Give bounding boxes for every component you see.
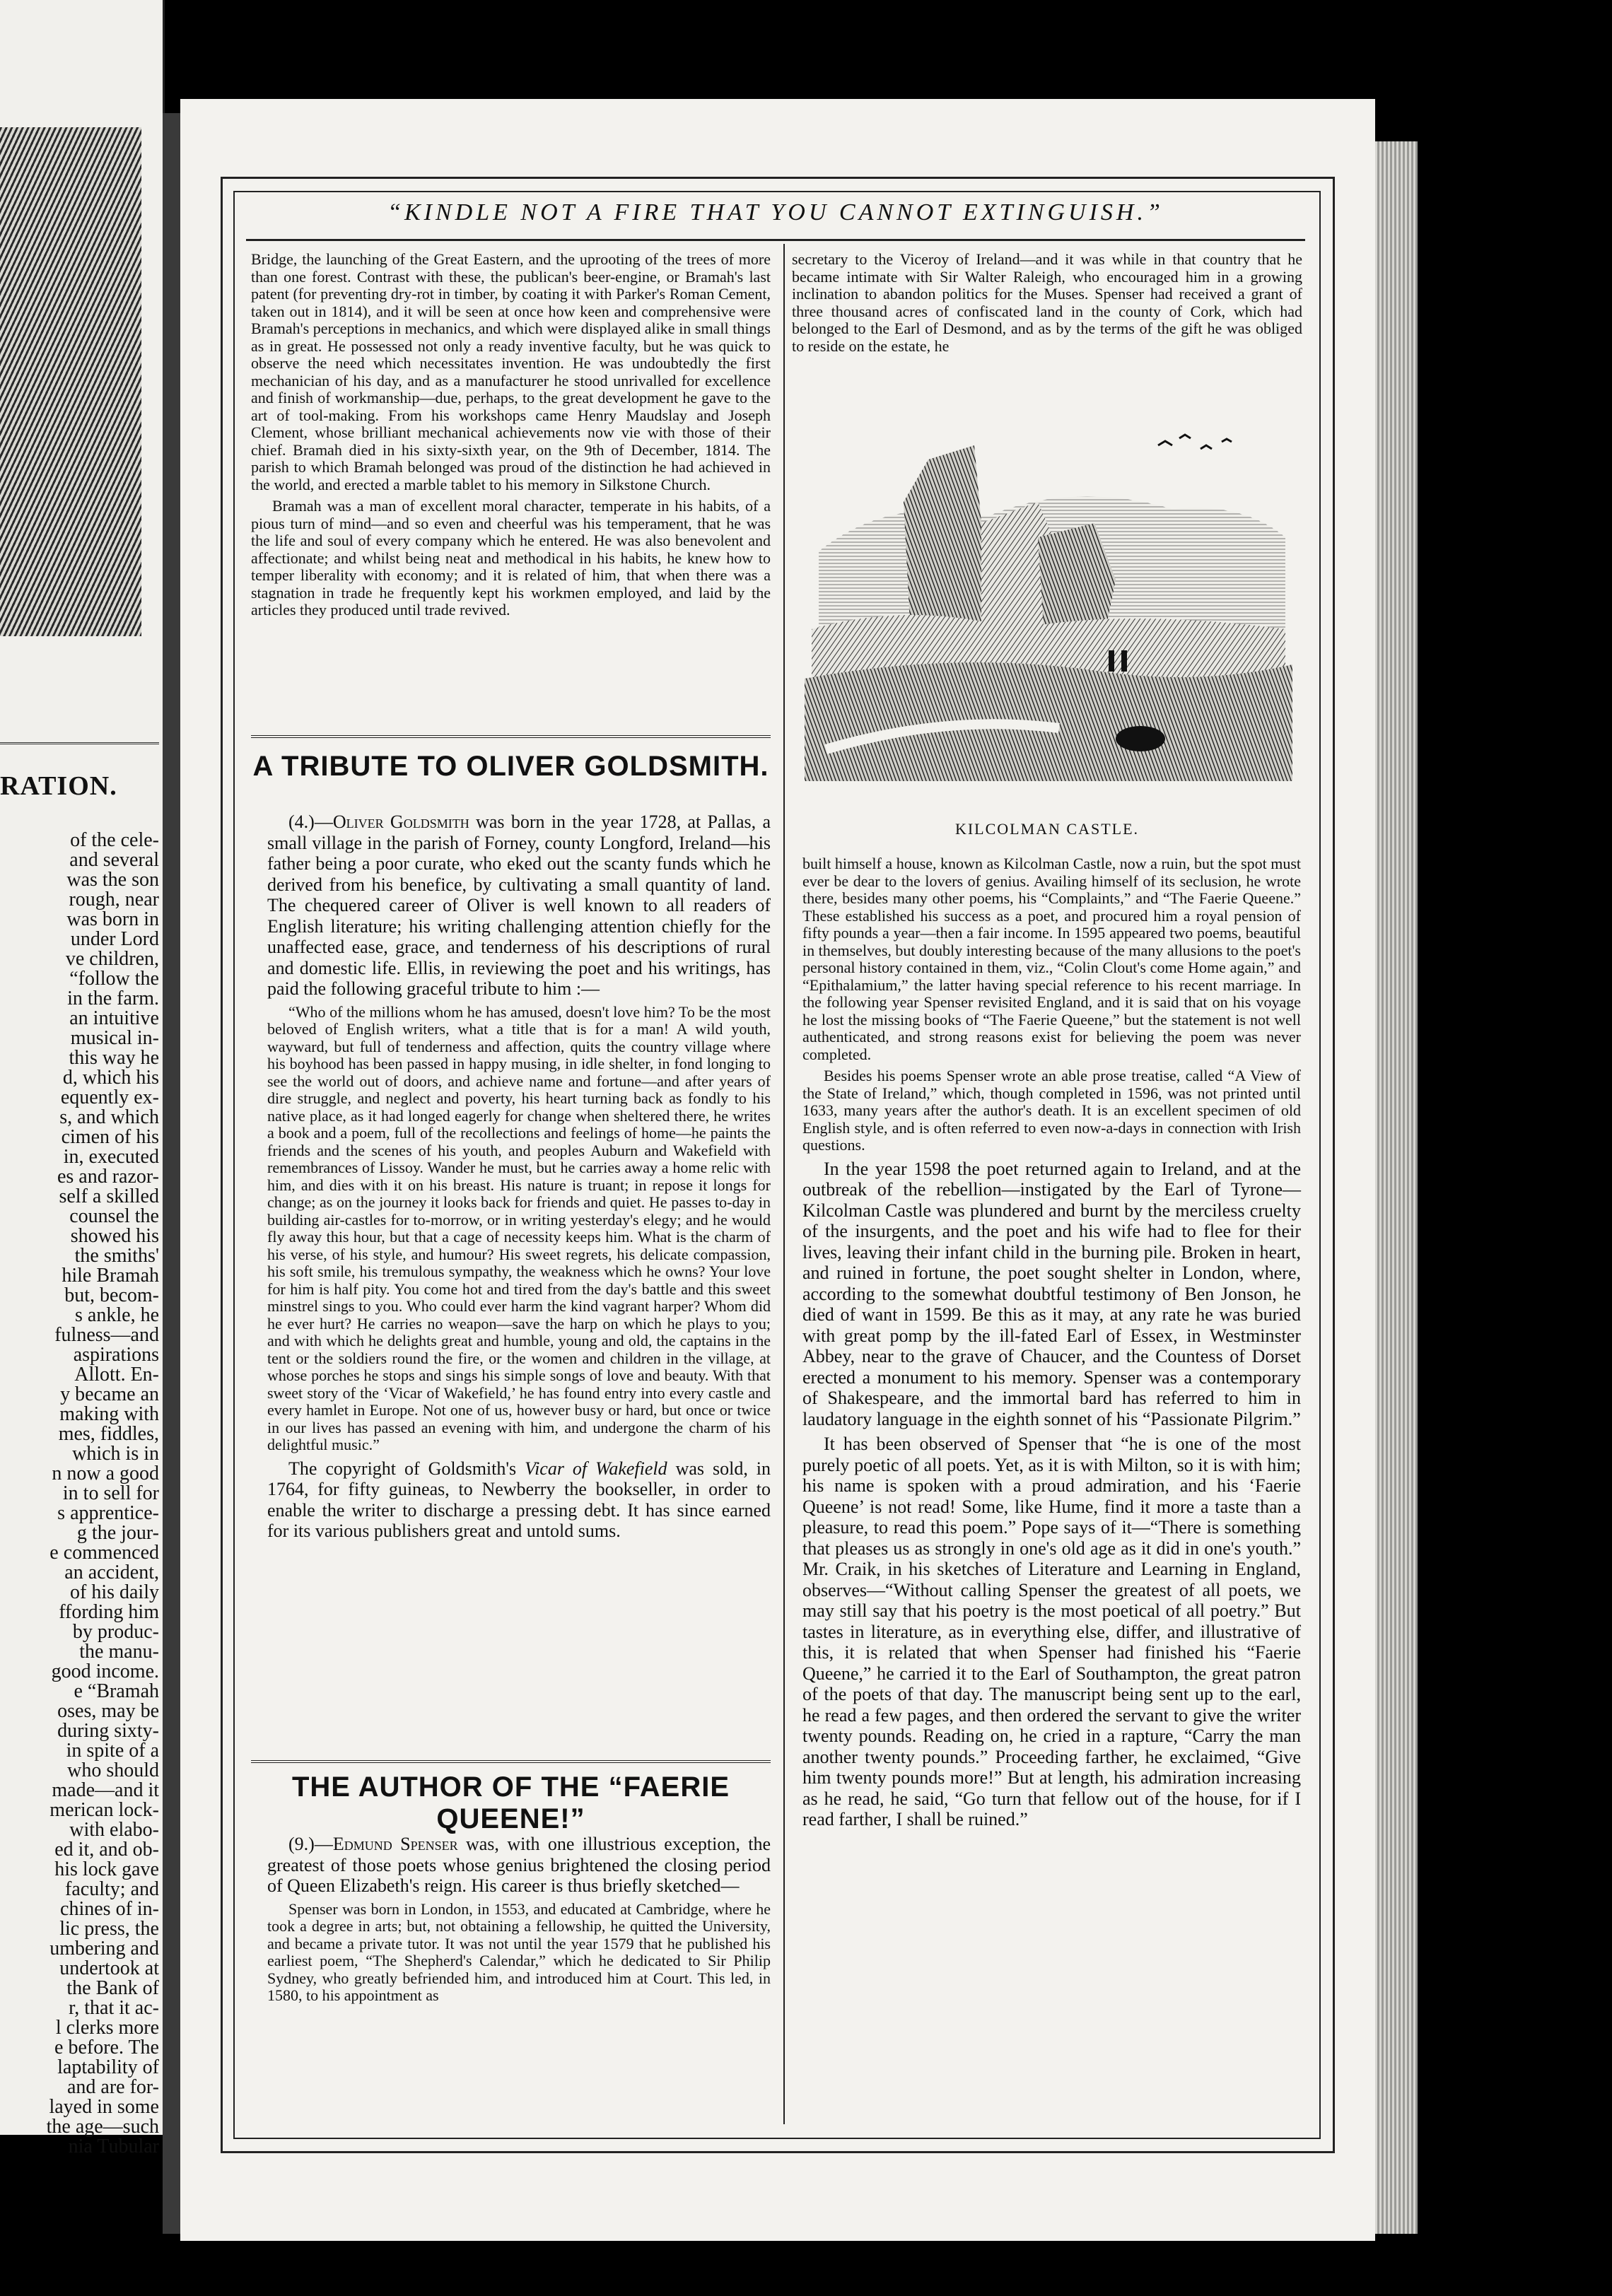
goldsmith-heading: A TRIBUTE TO OLIVER GOLDSMITH. (252, 751, 769, 782)
image-caption: KILCOLMAN CASTLE. (954, 820, 1140, 838)
left-column-line: and several (69, 850, 159, 870)
goldsmith-copyright-text-end: was sold, in 1764, for fifty guineas, to Newberry the bookseller, in order to enable the writer to discharge a pressing debt. It has since earned for its various publishers great and untold sums. (267, 1458, 771, 1541)
left-column-line: during sixty- (57, 1721, 159, 1741)
left-column-line: was the son (66, 870, 159, 890)
left-column-line: hile Bramah (62, 1266, 159, 1286)
page-edge (1375, 141, 1418, 2234)
left-column-line: y became an (60, 1385, 159, 1405)
left-page-fragment (0, 0, 165, 2157)
left-column-text: of the cele- and several was the son rough, near was born in under Lord ve children, “follow the in the farm. an intuitive musical in- this way he d, which his equently ex- s, and which cimen of his in, executed es and razor- self a skilled counsel the showed his the smiths' hile Bramah but, becom- s ankle, he fulness—and aspirations Allott. En- y became an making with mes, fiddles, which is in n now a good in to sell for s apprentice- g the jour- e commenced an accident, of his daily ffording him by produc- the manu- good income. e “Bramah oses, may be during sixty- in spite of a who should made—and it merican lock- with elabo- ed it, and ob- his lock gave faculty; and chines of in- lic press, the umbering and undertook at the Bank of r, that it ac- l clerks more e before. The laptability of and are for- layed in some the age—such nia Tubular (0, 831, 159, 2135)
left-column-line: who should (67, 1761, 159, 1781)
left-column-line: and are for- (66, 2078, 159, 2097)
left-column-line: fulness—and (54, 1325, 159, 1345)
left-column-line: layed in some (49, 2097, 159, 2117)
left-column-line: ve children, (65, 949, 159, 969)
article-subject-name: Oliver Goldsmith (332, 812, 469, 832)
page-gutter (163, 113, 182, 2234)
left-column-line: in, executed (63, 1147, 159, 1167)
goldsmith-paragraph-1 (267, 812, 771, 1000)
left-column-line: counsel the (69, 1207, 159, 1226)
left-column-line: n now a good (52, 1464, 159, 1484)
section-rule (251, 1760, 771, 1763)
article-subject-name: Edmund Spenser (332, 1834, 458, 1854)
left-column-line: of his daily (70, 1583, 159, 1603)
left-column-line: this way he (69, 1048, 159, 1068)
left-column-line: was born in (66, 910, 159, 930)
left-column-line: good income. (51, 1662, 159, 1682)
spenser-article-continued (802, 855, 1301, 1834)
column-rule (783, 244, 785, 2124)
article-number: (4.)— (288, 812, 333, 832)
left-column-line: e before. The (54, 2038, 159, 2058)
left-column-line: e “Bramah (74, 1682, 159, 1702)
section-rule (0, 742, 159, 744)
left-column-line: but, becom- (64, 1286, 159, 1306)
header-rule (246, 239, 1305, 241)
left-column-line: undertook at (59, 1959, 159, 1979)
section-rule (251, 735, 771, 738)
goldsmith-copyright-text: The copyright of Goldsmith's (288, 1458, 525, 1479)
left-column-line: in the farm. (67, 989, 159, 1009)
spenser-article (267, 1834, 771, 2009)
left-column-line: ed it, and ob- (54, 1840, 159, 1860)
left-column-line: under Lord (70, 930, 159, 949)
left-column-line: l clerks more (55, 2018, 159, 2038)
goldsmith-quote: “Who of the millions whom he has amused, doesn't love him? To be the most beloved of English writers, what a title that is for a man! A wild youth, wayward, but full of tenderness and affection, quits the country village where his boyhood has been passed in happy musing, in idle shelter, in fond longing to see the world out of doors, and achieve name and fortune—and after years of dire struggle, and neglect and poverty, his heart turning back as fondly to his native place, as it had longed eagerly for change when sheltered there, he writes a book and a poem, full of the recollections and feelings of home—he paints the friends and the scenes of his youth, and peoples Auburn and Wakefield with remembrances of Lissoy. Wander he must, but he carries away a home relic with him, and dies with it on his breast. His nature is truant; in repose it longs for change; as on the journey it looks back for friends and quiet. He passes to-day in building air-castles for to-morrow, or in writing yesterday's elegy; and he would fly away this hour, but that a cage of necessity keeps him. What is the charm of his verse, of his style, and humour? His sweet regrets, his delicate compassion, his soft smile, his tremulous sympathy, the weakness which he owns? Your love for him is half pity. You come hot and tired from the day's battle and this sweet minstrel sings to you. Who could ever harm the kind vagrant harper? Whom did he ever hurt? He carries no weapon—save the harp on which he plays to you; and with which he delights great and humble, young and old, the captains in the tent or the soldiers round the fire, or the women and children in the village, at whose porches he stops and sings his simple songs of love and beauty. With that sweet story of the ‘Vicar of Wakefield,’ he has found entry into every castle and every hamlet in Europe. Not one of us, however busy or hard, but once or twice in our lives has passed an evening with him, and undergone the charm of his delightful music.” (267, 1002, 771, 1453)
spenser-intro-text: was, with one illustrious exception, the greatest of those poets whose genius brightened the closing period of Queen Elizabeth's reign. His career is thus briefly sketched— (267, 1834, 771, 1896)
page-motto: “KINDLE NOT A FIRE THAT YOU CANNOT EXTINGUISH.” (387, 199, 1164, 226)
left-column-line: in to sell for (62, 1484, 159, 1504)
spenser-paragraph-1 (267, 1834, 771, 1897)
left-column-line: s ankle, he (75, 1306, 159, 1325)
left-column-line: his lock gave (54, 1860, 159, 1880)
left-column-line: lic press, the (59, 1919, 159, 1939)
left-column-line: an accident, (64, 1563, 159, 1583)
spenser-continuation (792, 251, 1302, 359)
left-section-heading: RATION. (0, 771, 117, 801)
left-column-line: oses, may be (57, 1702, 159, 1721)
bramah-paragraph-2: Bramah was a man of excellent moral character, temperate in his habits, of a pious turn of mind—and so even and cheerful was his temperament, that he was the life and soul of every company which he entered. He was also benevolent and affectionate; and whilst being neat and methodical in his habits, he knew how to temper liberality with economy; and it is related of him, that when there was a stagnation in trade he frequently kept his workmen employed, and laid by the articles they produced until trade revived. (251, 497, 771, 619)
left-column-line: faculty; and (65, 1880, 159, 1899)
left-column-line: rough, near (69, 890, 159, 910)
spenser-paragraph-6: It has been observed of Spenser that “he is one of the most purely poetic of all poets. Yet, as it is with Milton, so it is with him; his name is spoken with a proud admiration, and his ‘Faerie Queene’ is not read! Some, like Hume, find it more a taste than a pleasure, to read this poem.” Pope says of it—“There is something that pleases us as strongly in one's old age as it did in one's youth.” Mr. Craik, in his sketches of Literature and Learning in England, observes—“Without calling Spenser the greatest of all poets, we may still say that his poetry is the most poetical of all poetry.” But tastes in literature, as in everything else, differ, and illustrative of this, it is related that when Spenser had finished his “Faerie Queene,” he carried it to the Earl of Southampton, the great patron of the poets of that day. The manuscript being sent up to the earl, he read a few pages, and then ordered the servant to give the writer twenty pounds. Reading on, he cried in a rapture, “Carry the man another twenty pounds.” Proceeding farther, he exclaimed, “Give him twenty pounds more!” But at length, his admiration increasing as he read, he said, “Go turn that fellow out of the house, for if I read farther, I shall be ruined.” (802, 1434, 1301, 1829)
spenser-paragraph-4: Besides his poems Spenser wrote an able prose treatise, called “A View of the State of Ireland,” which, though completed in 1596, was not printed until 1633, many years after the author's death. It is an excellent specimen of old English style, and is often referred to even now-a-days in connection with Irish questions. (802, 1067, 1301, 1154)
left-column-line: s, and which (59, 1108, 159, 1128)
spenser-paragraph-3: built himself a house, known as Kilcolman Castle, now a ruin, but the spot must ever be dear to the lovers of genius. Availing himself of its seclusion, he wrote there, besides many other poems, his “Complaints,” and “The Faerie Queene.” These established his success as a poet, and procured him a royal pension of fifty pounds a year—then a fair income. In 1595 appeared two poems, beautiful in themselves, but doubly interesting because of the many allusions to the poet's personal history contained in them, viz., “Colin Clout's come Home again,” and “Epithalamium,” the latter having special reference to his recent marriage. In the following year Spenser revisited England, and it is said that on his voyage he lost the missing books of “The Faerie Queene,” but the statement is not well authenticated, and strong reasons exist for believing the poem was never completed. (802, 855, 1301, 1063)
left-column-line: e commenced (49, 1543, 159, 1563)
left-column-line: which is in (72, 1444, 159, 1464)
left-column-line: the smiths' (74, 1246, 159, 1266)
vicar-of-wakefield-title: Vicar of Wakefield (525, 1458, 667, 1479)
left-column-line: laptability of (57, 2058, 159, 2078)
goldsmith-article (267, 812, 771, 1546)
left-column-line: cimen of his (61, 1128, 159, 1147)
left-column-line: mes, fiddles, (58, 1424, 159, 1444)
left-column-line: self a skilled (59, 1187, 159, 1207)
left-column-line: the age—such (46, 2117, 159, 2137)
left-column-line: r, that it ac- (69, 1998, 159, 2018)
kilcolman-castle-engraving (805, 417, 1292, 781)
left-column-line: showed his (70, 1226, 159, 1246)
left-column-line: of the cele- (70, 831, 159, 850)
left-column-line: chines of in- (60, 1899, 159, 1919)
left-column-line: d, which his (62, 1068, 159, 1088)
left-column-line: g the jour- (76, 1523, 159, 1543)
left-column-line: ffording him (59, 1603, 159, 1622)
spenser-paragraph-2: Spenser was born in London, in 1553, and educated at Cambridge, where he took a degree in arts; but, not obtaining a fellowship, he quitted the University, and became a private tutor. It was not until the year 1579 that he published his earliest poem, “The Shepherd's Calendar,” which he dedicated to Sir Philip Sydney, who greatly befriended him, and introduced him at Court. This led, in 1580, to his appointment as (267, 1899, 771, 2004)
bramah-article (251, 251, 771, 623)
left-column-line: umbering and (49, 1939, 159, 1959)
left-column-line: in spite of a (66, 1741, 159, 1761)
bramah-paragraph-1: Bridge, the launching of the Great Eastern, and the uprooting of the trees of more than one forest. Contrast with these, the publican's beer-engine, or Bramah's last patent (for preventing dry-rot in timber, by coating it with Parker's Roman Cement, taken out in 1814), and it will be seen at once how keen and comprehensive were Bramah's perceptions in mechanics, and which were displayed alike in small things as in great. He possessed not only a ready inventive faculty, but he was quick to observe the need which necessitates invention. He was undoubtedly the first mechanician of his day, and as a manufacturer he stood unrivalled for excellence and finish of workmanship—due, perhaps, to the great development he gave to the art of tool-making. From his workshops came Henry Maudslay and Joseph Clement, whose brilliant mechanical achievements now vie with those of their chief. Bramah died in his sixty-sixth year, on the 9th of December, 1814. The parish to which Bramah belonged was proud of the distinction he had achieved in the world, and erected a marble tablet to his memory in Silkstone Church. (251, 250, 771, 493)
left-column-line: s apprentice- (57, 1504, 159, 1523)
left-column-line: made—and it (52, 1781, 159, 1800)
engraving-fragment (0, 127, 141, 636)
spenser-heading: THE AUTHOR OF THE “FAERIE QUEENE!” (291, 1771, 730, 1834)
left-column-line: an intuitive (69, 1009, 159, 1029)
left-column-line: musical in- (70, 1029, 159, 1048)
left-column-line: the Bank of (66, 1979, 159, 1998)
left-column-line: merican lock- (49, 1800, 159, 1820)
left-column-line: by produc- (72, 1622, 159, 1642)
article-number: (9.)— (288, 1834, 333, 1854)
left-column-line: equently ex- (60, 1088, 159, 1108)
left-column-line: aspirations (73, 1345, 159, 1365)
goldsmith-paragraph-2 (267, 1458, 771, 1542)
left-column-line: with elabo- (69, 1820, 159, 1840)
left-column-line: making with (59, 1405, 159, 1424)
left-column-line: the manu- (79, 1642, 159, 1662)
spenser-paragraph-continued: secretary to the Viceroy of Ireland—and it was while in that country that he became intimate with Sir Walter Raleigh, who encouraged him in a growing inclination to abandon politics for the Muses. Spenser had received a grant of three thousand acres of confiscated land in the county of Cork, which had belonged to the Earl of Desmond, and as by the terms of the gift he was obliged to reside on the estate, he (792, 250, 1302, 355)
left-column-line: Allott. En- (74, 1365, 159, 1385)
goldsmith-intro-text: was born in the year 1728, at Pallas, a small village in the parish of Forney, county Longford, Ireland—his father being a poor curate, who eked out the scanty funds which he derived from his benefice, by cultivating a small quantity of land. The chequered career of Oliver is well known to all readers of English literature; his writing challenging attention chiefly for the unaffected ease, grace, and tenderness of his descriptions of rural and domestic life. Ellis, in reviewing the poet and his writings, has paid the following graceful tribute to him :— (267, 812, 771, 999)
left-column-line: es and razor- (57, 1167, 159, 1187)
spenser-paragraph-5: In the year 1598 the poet returned again to Ireland, and at the outbreak of the rebellion—instigated by the Earl of Tyrone—Kilcolman Castle was plundered and burnt by the merciless cruelty of the insurgents, and the poet and his wife had to flee for their lives, leaving their infant child in the burning pile. Broken in heart, and ruined in fortune, the poet sought shelter in London, where, according to the somewhat doubtful testimony of Ben Jonson, he died of want in 1599. Be this as it may, at any rate he was buried with great pomp by the ill-fated Earl of Essex, in Westminster Abbey, near to the grave of Chaucer, and the Countess of Dorset erected a monument to his memory. Spenser was a contemporary of Shakespeare, and the immortal bard has referred to him in laudatory language in the eighth sonnet of his “Passionate Pilgrim.” (802, 1158, 1301, 1429)
left-column-line: “follow the (69, 969, 159, 989)
